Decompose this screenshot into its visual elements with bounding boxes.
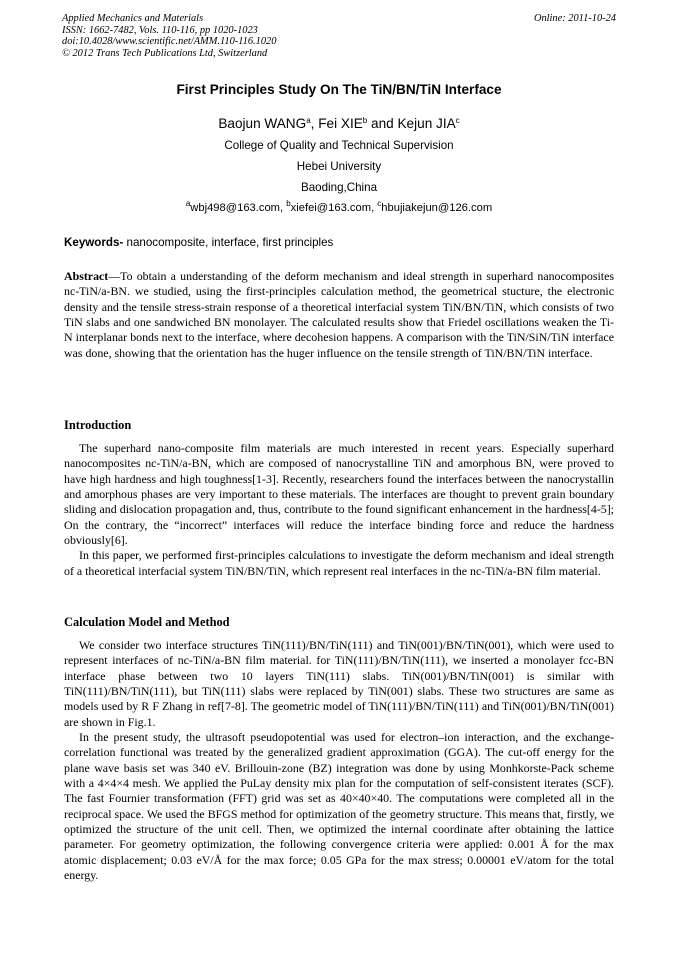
paragraph: In the present study, the ultrasoft pseudopotential was used for electron–ion interaction, and the exchange-correlation functional was treated by the generalized gradient approximation (GGA). The cut-off energy for the plane wave basis set was 340 eV. Brillouin-zone (BZ) integration was done by using Monhkorste-Pack scheme with a 4×4×4 mesh. We applied the PuLay density mix plan for the computation of self-consistent iterates (SCF). The fast Fournier transformation (FFT) grid was set as 40×40×40. The computations were completed all in the reciprocal space. We used the BFGS method for optimization of the geometry structure. This means that, firstly, we optimized the structure of the unit cell. Then, we optimized the internal coordinate after obtaining the lattice parameter. For geometry optimization, the following convergence criteria were applied: 0.001 Å for the max atomic displacement; 0.03 eV/Å for the max force; 0.05 GPa for the max stress; 0.00001 eV/atom for the total energy. (64, 730, 614, 883)
keywords (64, 236, 333, 249)
abstract (64, 269, 614, 361)
abstract-label: Abstract (64, 269, 109, 283)
affiliation-college: College of Quality and Technical Supervision (224, 139, 454, 152)
method-heading: Calculation Model and Method (64, 615, 230, 629)
author-name: Kejun JIA (397, 116, 456, 131)
paragraph: In this paper, we performed first-principles calculations to investigate the deform mechanism and ideal strength of a theoretical interfacial system TiN/BN/TiN, which represent real interfaces in the nc-TiN/a-BN film material. (64, 548, 614, 578)
journal-header (62, 13, 616, 59)
author-superscript: a (306, 116, 311, 125)
author-separator: and (367, 116, 398, 131)
email-link[interactable]: hbujiakejun@126.com (381, 202, 493, 214)
author-list (0, 116, 678, 131)
paragraph: The superhard nano-composite film materials are much interested in recent years. Especially superhard nanocomposites nc-TiN/a-BN, which are composed of nanocrystalline TiN and amorphous BN, were proved to have high hardness and high toughness[1-3]. Recently, researchers found the interfaces between the nanocrystallin and amorphous phases are very important to these materials. The interfaces are thought to prevent grain boundary sliding and dislocation propagation and, thus, contribute to the found significant enhancement in the hardness[4-5]; On the contrary, the “incorrect” interfaces will reduce the interface binding force and reduce the hardness obviously[6]. (64, 441, 614, 548)
method-body (64, 638, 614, 884)
online-date: Online: 2011-10-24 (533, 13, 616, 24)
author-emails (0, 199, 678, 214)
paper-title: First Principles Study On The TiN/BN/TiN Interface (176, 82, 502, 97)
abstract-text: —To obtain a understanding of the deform mechanism and ideal strength in superhard nanocomposites nc-TiN/a-BN. we studied, using the first-principles calculation method, the geometrical stucture, the electronic density and the tensile stress-strain response of a theoretical interfacial system TiN/BN/TiN, which consists of two TiN slabs and one sandwiched BN monolayer. The calculated results show that Friedel oscillations weaken the Ti-N interplanar bonds next to the interface, where decohesion happens. A comparison with the TiN/SiN/TiN interface was done, showing that the orientation has the huger influence on the tensile strength of TiN/BN/TiN interface. (64, 269, 614, 360)
email-superscript: c (377, 199, 382, 208)
affiliation-city: Baoding,China (300, 181, 378, 194)
email-separator: , (280, 202, 287, 214)
author-name: Baojun WANG (218, 116, 307, 131)
journal-copyright: © 2012 Trans Tech Publications Ltd, Switzerland (62, 47, 268, 59)
email-superscript: a (185, 199, 191, 208)
email-link[interactable]: wbj498@163.com (190, 202, 280, 214)
email-superscript: b (286, 199, 291, 208)
author-superscript: b (362, 116, 368, 125)
keywords-label: Keywords- (64, 236, 124, 249)
affiliation-university: Hebei University (296, 160, 382, 173)
author-superscript: c (455, 116, 460, 125)
introduction-body (64, 441, 614, 579)
author-separator: , (310, 116, 319, 131)
author-name: Fei XIE (318, 116, 363, 131)
journal-issn: ISSN: 1662-7482, Vols. 110-116, pp 1020-1023 (62, 24, 258, 36)
paragraph: We consider two interface structures TiN(111)/BN/TiN(111) and TiN(001)/BN/TiN(001), which were used to represent interfaces of nc-TiN/a-BN film material. for TiN(111)/BN/TiN(111), we inserted a monolayer fcc-BN interface phase between two 10 layers TiN(111) slabs. TiN(001)/BN/TiN(001) is similar with TiN(111)/BN/TiN(111), but TiN(111) slabs were replaced by TiN(001) slabs. These two structures are same as models used by R F Zhang in ref[7-8]. The geometric model of TiN(111)/BN/TiN(111) and TiN(001)/BN/TiN(001) are shown in Fig.1. (64, 638, 614, 729)
keywords-text: nanocomposite, interface, first principles (123, 236, 334, 249)
email-separator: , (371, 202, 378, 214)
journal-name: Applied Mechanics and Materials (62, 13, 204, 24)
introduction-heading: Introduction (64, 418, 132, 432)
email-link[interactable]: xiefei@163.com (290, 202, 372, 214)
journal-doi: doi:10.4028/www.scientific.net/AMM.110-116.1020 (62, 36, 277, 48)
